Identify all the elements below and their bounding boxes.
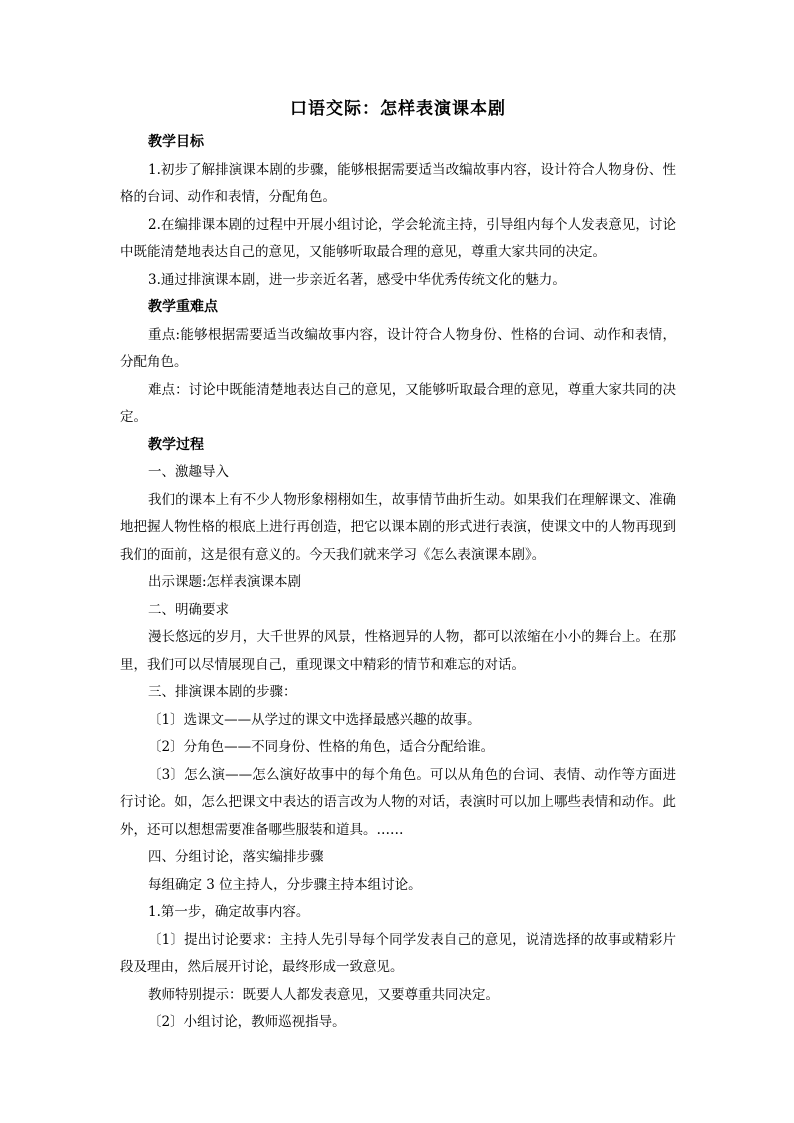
paragraph: 2.在编排课本剧的过程中开展小组讨论，学会轮流主持，引导组内每个人发表意见，讨论中既能清楚地表达自己的意见，又能够听取最合理的意见，尊重大家共同的决定。 — [120, 216, 676, 260]
paragraph: 3.通过排演课本剧，进一步亲近名著，感受中华优秀传统文化的魅力。 — [148, 271, 566, 288]
section-heading-key-points: 教学重难点 — [148, 299, 218, 315]
document-title: 口语交际：怎样表演课本剧 — [290, 99, 506, 119]
paragraph: 1.初步了解排演课本剧的步骤，能够根据需要适当改编故事内容，设计符合人物身份、性格的台词、动作和表情，分配角色。 — [120, 161, 676, 205]
paragraph: 四、分组讨论，落实编排步骤 — [148, 849, 324, 865]
paragraph: 我们的课本上有不少人物形象栩栩如生，故事情节曲折生动。如果我们在理解课文、准确地把握人物性格的根底上进行再创造，把它以课本剧的形式进行表演，使课文中的人物再现到我们的面前，这是很有意义的。今天我们就来学习《怎么表演课本剧》。 — [120, 491, 676, 563]
document-page — [120, 95, 676, 1037]
section-heading-process: 教学过程 — [148, 436, 204, 453]
paragraph: 二、明确要求 — [148, 601, 229, 618]
paragraph: 1.第一步，确定故事内容。 — [148, 904, 310, 920]
paragraph: 〔3〕怎么演——怎么演好故事中的每个角色。可以从角色的台词、表情、动作等方面进行讨论。如，怎么把课文中表达的语言改为人物的对话，表演时可以加上哪些表情和动作。此外，还可以想想需要准备哪些服装和道具。…… — [120, 766, 676, 838]
paragraph: 每组确定 3 位主持人，分步骤主持本组讨论。 — [148, 876, 422, 893]
paragraph: 漫长悠远的岁月，大千世界的风景，性格迥异的人物，都可以浓缩在小小的舞台上。在那里，我们可以尽情展现自己，重现课文中精彩的情节和难忘的对话。 — [120, 629, 676, 673]
paragraph: 难点：讨论中既能清楚地表达自己的意见，又能够听取最合理的意见，尊重大家共同的决定。 — [120, 381, 676, 425]
paragraph: 出示课题:怎样表演课本剧 — [148, 574, 302, 590]
paragraph: 一、激趣导入 — [148, 464, 229, 480]
paragraph: 〔1〕提出讨论要求：主持人先引导每个同学发表自己的意见，说清选择的故事或精彩片段及理由，然后展开讨论，最终形成一致意见。 — [120, 931, 676, 975]
paragraph: 重点:能够根据需要适当改编故事内容，设计符合人物身份、性格的台词、动作和表情，分配角色。 — [120, 326, 676, 370]
paragraph: 〔2〕分角色——不同身份、性格的角色，适合分配给谁。 — [148, 739, 495, 755]
paragraph: 教师特别提示：既要人人都发表意见，又要尊重共同决定。 — [148, 986, 499, 1003]
paragraph: 〔2〕小组讨论，教师巡视指导。 — [148, 1014, 346, 1030]
section-heading-objectives: 教学目标 — [148, 134, 204, 150]
paragraph: 〔1〕选课文——从学过的课文中选择最感兴趣的故事。 — [148, 711, 481, 728]
paragraph: 三、排演课本剧的步骤： — [148, 684, 297, 700]
